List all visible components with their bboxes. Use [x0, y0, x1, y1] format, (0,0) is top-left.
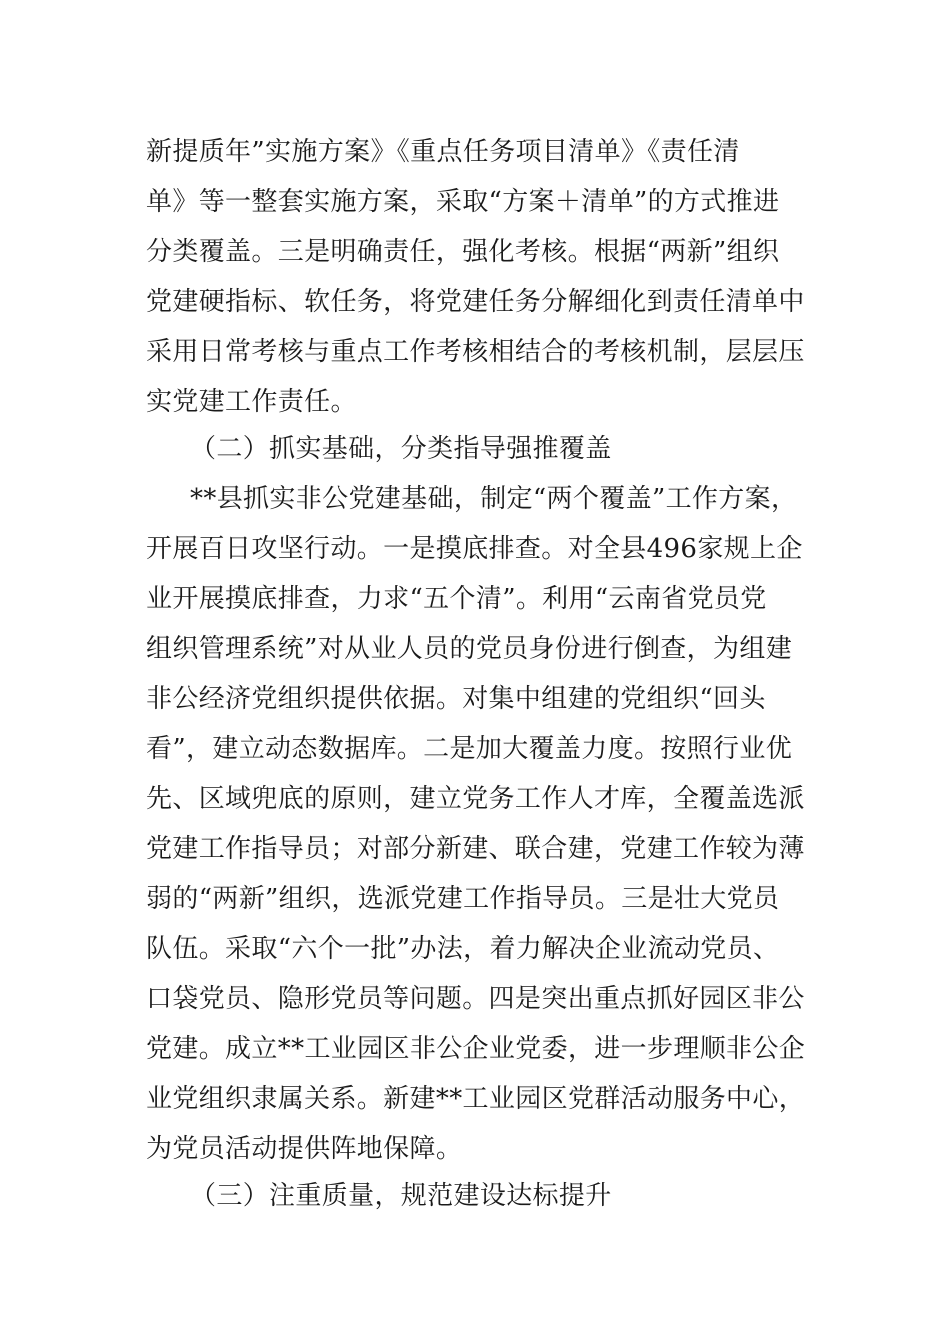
- text-line: 看”，建立动态数据库。二是加大覆盖力度。按照行业优: [146, 734, 793, 764]
- text-line: 为党员活动提供阵地保障。: [146, 1134, 463, 1164]
- text-line: 业开展摸底排查，力求“五个清”。利用“云南省党员党: [146, 584, 767, 614]
- text-line: **县抓实非公党建基础，制定“两个覆盖”工作方案，: [190, 484, 798, 514]
- section-heading: （三）注重质量，规范建设达标提升: [190, 1181, 612, 1211]
- text-line: 口袋党员、隐形党员等问题。四是突出重点抓好园区非公: [146, 984, 805, 1014]
- text-line: 弱的“两新”组织，选派党建工作指导员。三是壮大党员: [146, 884, 780, 914]
- text-line: 新提质年”实施方案》《重点任务项目清单》《责任清: [146, 137, 740, 167]
- text-line: 实党建工作责任。: [146, 387, 357, 417]
- text-line: 采用日常考核与重点工作考核相结合的考核机制，层层压: [146, 337, 805, 367]
- text-line: 先、区域兜底的原则，建立党务工作人才库，全覆盖选派: [146, 784, 805, 814]
- text-line: 单》等一整套实施方案，采取“方案＋清单”的方式推进: [146, 187, 780, 217]
- text-line: 分类覆盖。三是明确责任，强化考核。根据“两新”组织: [146, 237, 780, 267]
- text-line: 队伍。采取“六个一批”办法，着力解决企业流动党员、: [146, 934, 780, 964]
- text-line: 党建工作指导员；对部分新建、联合建，党建工作较为薄: [146, 834, 805, 864]
- text-line: 组织管理系统”对从业人员的党员身份进行倒查，为组建: [146, 634, 793, 664]
- text-line: 党建硬指标、软任务，将党建任务分解细化到责任清单中: [146, 287, 805, 317]
- text-line: 开展百日攻坚行动。一是摸底排查。对全县496家规上企: [146, 534, 803, 564]
- text-line: 非公经济党组织提供依据。对集中组建的党组织“回头: [146, 684, 766, 714]
- text-line: 业党组织隶属关系。新建**工业园区党群活动服务中心，: [146, 1084, 806, 1114]
- section-heading: （二）抓实基础，分类指导强推覆盖: [190, 434, 612, 464]
- text-line: 党建。成立**工业园区非公企业党委，进一步理顺非公企: [146, 1034, 806, 1064]
